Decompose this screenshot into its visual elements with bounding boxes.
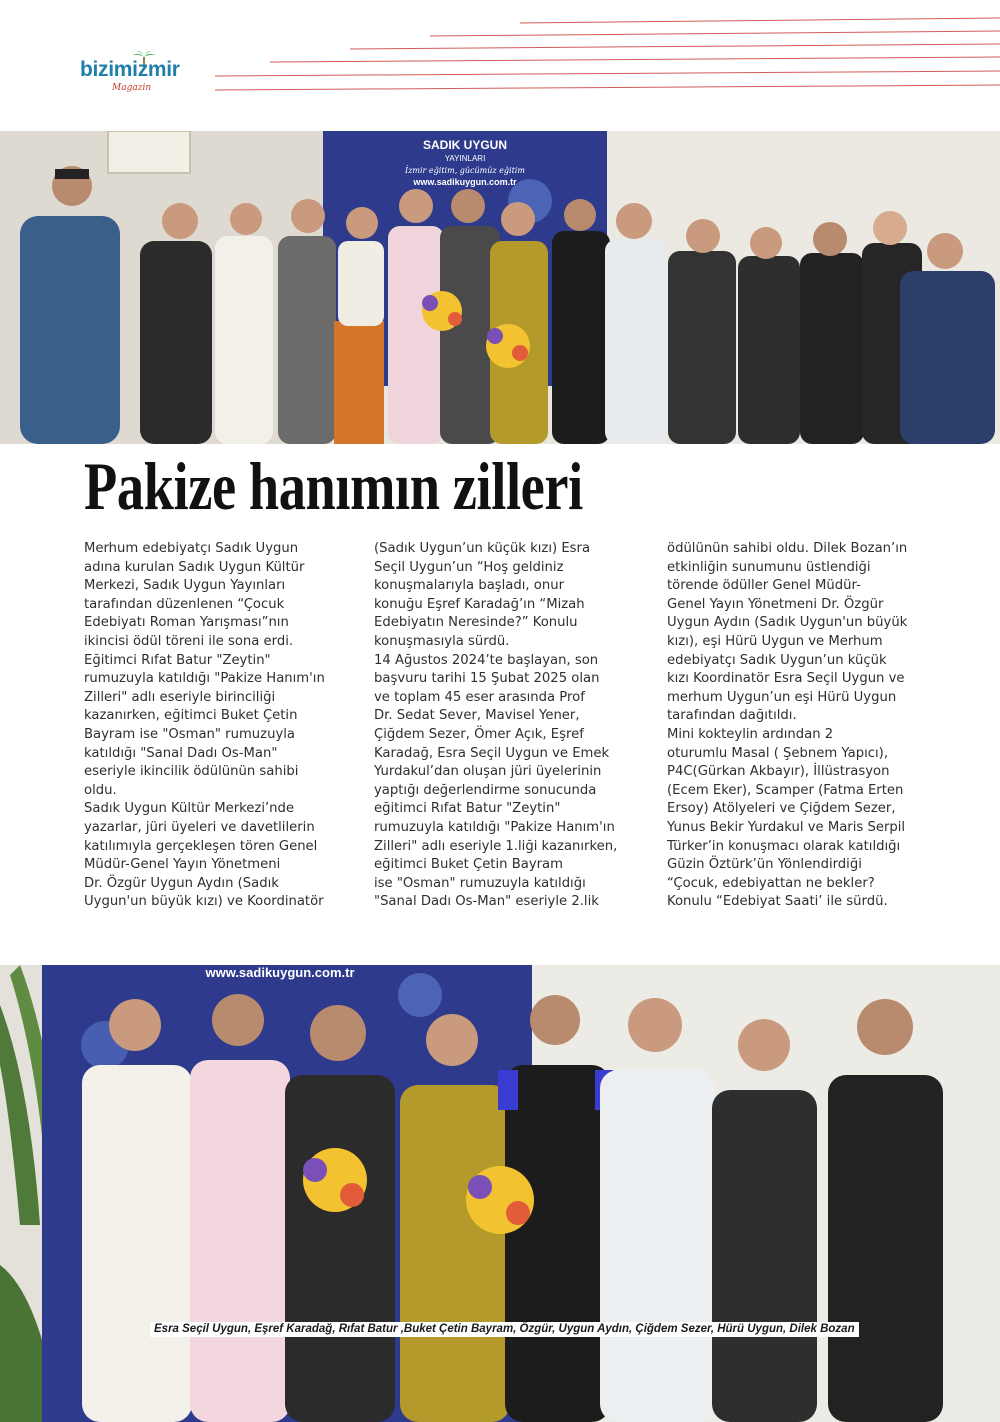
page-header bbox=[0, 0, 1000, 130]
text-line: "Sanal Dadı Os-Man" eseriyle 2.lik bbox=[374, 894, 599, 910]
text-line: Uygun'un büyük kızı) ve Koordinatör bbox=[84, 894, 324, 910]
text-line: Yunus Bekir Yurdakul ve Maris Serpil bbox=[667, 819, 906, 835]
text-line: (Sadık Uygun’un küçük kızı) Esra bbox=[374, 541, 591, 556]
text-line: Konulu “Edebiyat Saati’ ile sürdü. bbox=[667, 894, 888, 910]
text-line: edebiyatçı Sadık Uygun’un küçük bbox=[667, 652, 887, 668]
text-line: Edebiyatın Neresinde?” Konulu bbox=[374, 615, 578, 631]
photo-caption: Esra Seçil Uygun, Eşref Karadağ, Rıfat Batur ,Buket Çetin Bayram, Özgür, Uygun Aydın, Çiğdem Sezer, Hürü Uygun, Dilek Bozan bbox=[150, 1322, 859, 1337]
text-line: katılımıyla gerçekleşen tören Genel bbox=[84, 838, 318, 854]
logo-subtitle: Magazin bbox=[112, 83, 152, 93]
text-line: tarafından dağıtıldı. bbox=[667, 708, 797, 724]
text-line: Yurdakul’dan oluşan jüri üyelerinin bbox=[374, 764, 602, 780]
article-column-1 bbox=[84, 540, 364, 912]
text-line: Ersoy) Atölyeleri ve Çiğdem Sezer, bbox=[667, 801, 896, 817]
magazine-logo bbox=[80, 58, 220, 100]
text-line: ikincisi ödül töreni ile sona erdi. bbox=[84, 633, 294, 649]
banner-slogan: İzmir eğitim, gücümüz eğitim bbox=[405, 166, 525, 175]
text-line: kazanırken, eğitimci Buket Çetin bbox=[84, 708, 298, 724]
text-line: törende ödüller Genel Müdür- bbox=[667, 578, 861, 594]
text-line: Merhum edebiyatçı Sadık Uygun bbox=[84, 541, 299, 556]
text-line: merhum Uygun’un eşi Hürü Uygun bbox=[667, 689, 897, 705]
text-line: Karadağ, Esra Seçil Uygun ve Emek bbox=[374, 745, 610, 761]
text-line: oturumlu Masal ( Şebnem Yapıcı), bbox=[667, 745, 889, 761]
text-line: adına kurulan Sadık Uygun Kültür bbox=[84, 559, 305, 575]
banner-brand-sub: YAYINLARI bbox=[444, 154, 486, 163]
text-line: etkinliğin sunumunu üstlendiği bbox=[667, 559, 871, 575]
text-line: “Çocuk, edebiyattan ne bekler? bbox=[667, 875, 875, 891]
text-line: eğitimci Buket Çetin Bayram bbox=[374, 857, 563, 873]
text-line: oldu. bbox=[84, 782, 117, 798]
text-line: Zilleri" adlı eseriyle 1.liği kazanırken, bbox=[374, 838, 618, 854]
text-line: konuğu Eşref Karadağ’ın “Mizah bbox=[374, 596, 585, 612]
text-line: konuşmalarıyla başladı, onur bbox=[374, 578, 565, 594]
banner-logo-icon bbox=[398, 973, 442, 1017]
text-line: konuşmasıyla sürdü. bbox=[374, 633, 510, 649]
article-title: Pakize hanımın zilleri bbox=[84, 448, 583, 524]
wall-picture bbox=[108, 131, 190, 173]
text-line: Türker’in konuşmacı olarak katıldığı bbox=[667, 838, 901, 854]
text-line: kızı Koordinatör Esra Seçil Uygun ve bbox=[667, 671, 905, 687]
group-photo-top bbox=[0, 131, 1000, 444]
article-column-2 bbox=[374, 540, 654, 912]
text-line: tarafından düzenlenen “Çocuk bbox=[84, 596, 285, 612]
text-line: ve toplam 45 eser arasında Prof bbox=[374, 689, 585, 705]
banner-brand: SADIK UYGUN bbox=[422, 138, 508, 152]
text-line: başvuru tarihi 15 Şubat 2025 olan bbox=[374, 671, 600, 687]
text-line: P4C(Gürkan Akbayır), İllüstrasyon bbox=[667, 764, 890, 780]
logo-wordmark: bizimizmir bbox=[80, 58, 180, 81]
banner-url: www.sadikuygun.com.tr bbox=[205, 965, 355, 980]
text-line: rumuzuyla katıldığı "Pakize Hanım'ın bbox=[374, 819, 615, 835]
article-column-3 bbox=[667, 540, 947, 912]
text-line: rumuzuyla katıldığı "Pakize Hanım'ın bbox=[84, 671, 325, 687]
text-line: Güzin Öztürk’ün Yönlendirdiği bbox=[667, 857, 862, 873]
text-line: eğitimci Rıfat Batur "Zeytin" bbox=[374, 801, 561, 817]
text-line: kızı), eşi Hürü Uygun ve Merhum bbox=[667, 633, 883, 649]
text-line: katıldığı "Sanal Dadı Os-Man" bbox=[84, 745, 278, 761]
text-line: Seçil Uygun’un “Hoş geldiniz bbox=[374, 559, 564, 575]
banner-url: www.sadikuygun.com.tr bbox=[413, 177, 517, 187]
text-line: Mini kokteylin ardından 2 bbox=[667, 726, 834, 742]
text-line: (Ecem Eker), Scamper (Fatma Erten bbox=[667, 782, 904, 798]
text-line: Uygun Aydın (Sadık Uygun'un büyük bbox=[667, 615, 908, 631]
text-line: yaptığı değerlendirme sonucunda bbox=[374, 782, 597, 798]
text-line: Dr. Sedat Sever, Mavisel Yener, bbox=[374, 708, 580, 724]
text-line: yazarlar, jüri üyeleri ve davetlilerin bbox=[84, 819, 315, 835]
text-line: Çiğdem Sezer, Ömer Açık, Eşref bbox=[374, 726, 584, 742]
text-line: Dr. Özgür Uygun Aydın (Sadık bbox=[84, 875, 279, 891]
text-line: Zilleri" adlı eseriyle birinciliği bbox=[84, 689, 276, 705]
text-line: ödülünün sahibi oldu. Dilek Bozan’ın bbox=[667, 541, 908, 556]
text-line: Edebiyatı Roman Yarışması”nın bbox=[84, 615, 289, 631]
text-line: Genel Yayın Yönetmeni Dr. Özgür bbox=[667, 596, 884, 612]
text-line: eseriyle ikincilik ödülünün sahibi bbox=[84, 764, 299, 780]
text-line: 14 Ağustos 2024’te başlayan, son bbox=[374, 652, 599, 668]
text-line: Müdür-Genel Yayın Yönetmeni bbox=[84, 857, 281, 873]
text-line: Sadık Uygun Kültür Merkezi’nde bbox=[84, 801, 295, 817]
text-line: Merkezi, Sadık Uygun Yayınları bbox=[84, 578, 286, 594]
text-line: ise "Osman" rumuzuyla katıldığı bbox=[374, 875, 586, 891]
group-photo-bottom bbox=[0, 965, 1000, 1422]
text-line: Bayram ise "Osman" rumuzuyla bbox=[84, 726, 295, 742]
text-line: Eğitimci Rıfat Batur "Zeytin" bbox=[84, 652, 271, 668]
